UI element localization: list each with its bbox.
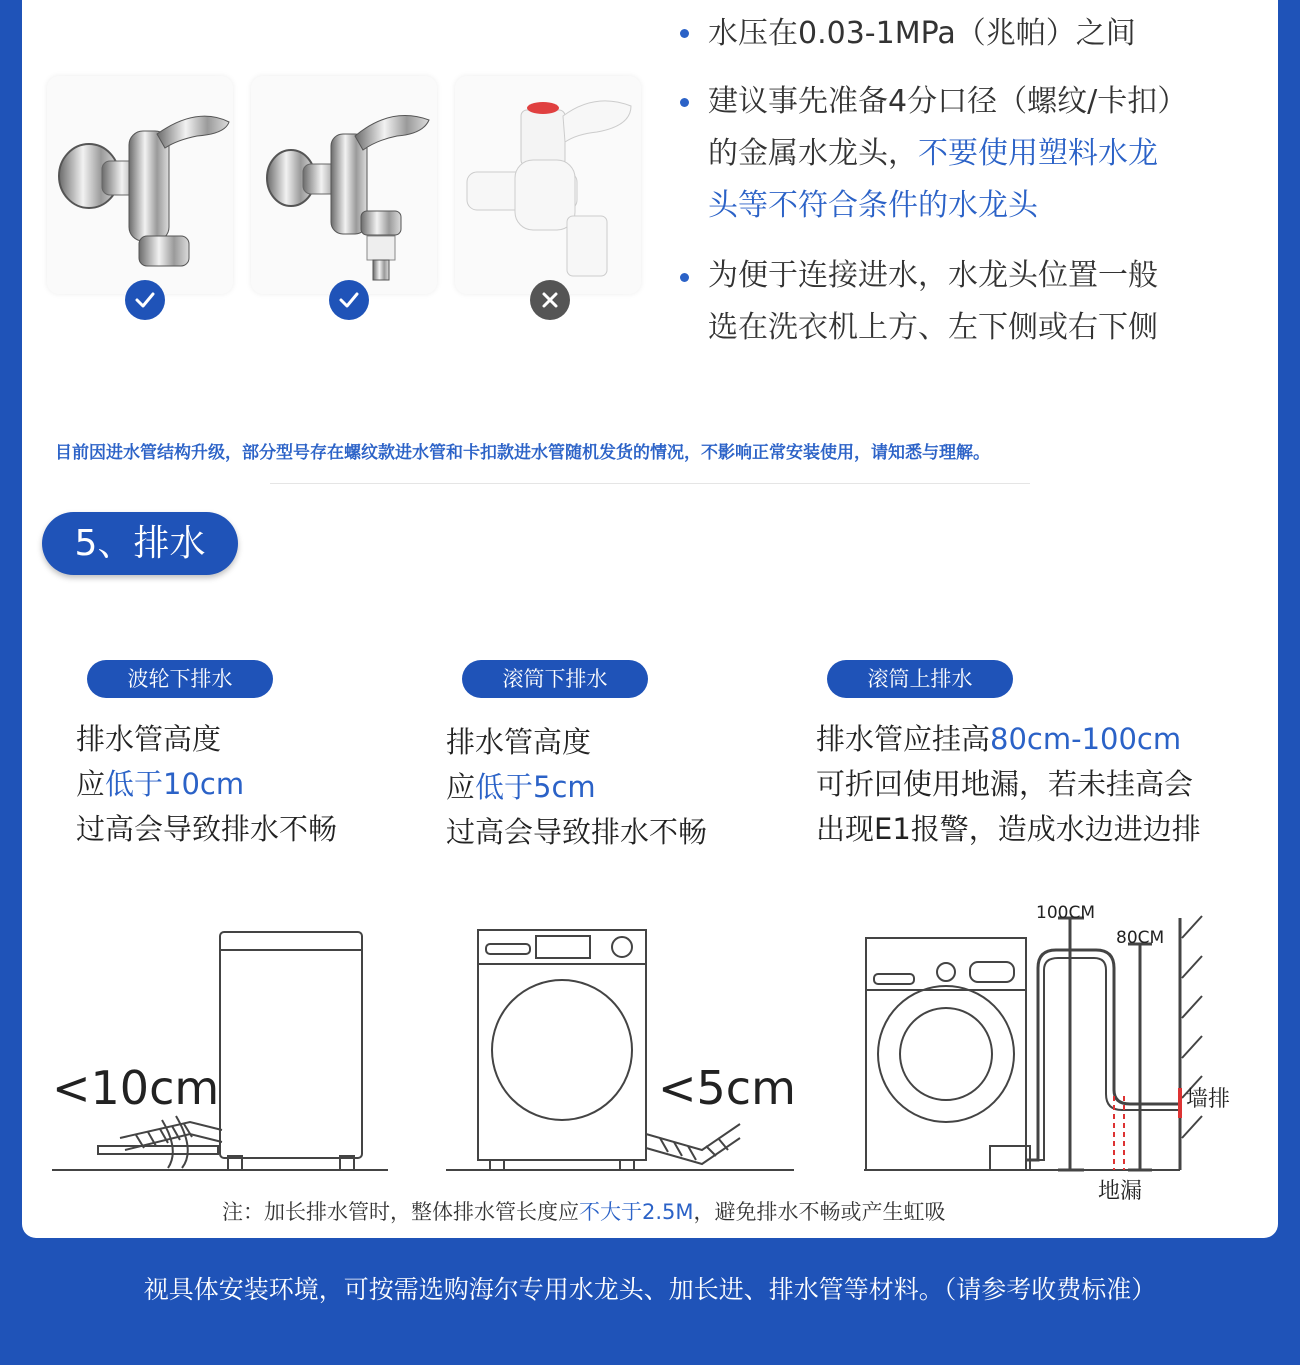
bullet-water-pressure: 水压在0.03-1MPa（兆帕）之间 <box>708 16 1136 51</box>
check-icon <box>125 280 165 320</box>
label-80cm: 80CM <box>1116 928 1165 948</box>
cross-icon <box>530 280 570 320</box>
faucet-image-plastic <box>455 76 641 294</box>
bullet-dot <box>680 273 689 282</box>
col2-line3: 过高会导致排水不畅 <box>446 815 708 849</box>
bullet-dot <box>680 98 689 107</box>
diagram-front-load-top <box>850 898 1260 1208</box>
notice-text: 目前因进水管结构升级，部分型号存在螺纹款进水管和卡扣款进水管随机发货的情况，不影响正常安装使用，请知悉与理解。 <box>55 443 990 463</box>
diagram-front-load-bottom <box>440 920 810 1180</box>
diagram-label-5cm: <5cm <box>658 1061 796 1115</box>
faucet-image-metal-1 <box>47 76 233 294</box>
faucet-image-metal-2 <box>251 76 437 294</box>
label-floor-drain: 地漏 <box>1098 1179 1143 1204</box>
col3-line3: 出现E1报警，造成水边进边排 <box>816 812 1201 846</box>
section-title: 5、排水 <box>42 512 238 575</box>
tag-top-load-drain: 波轮下排水 <box>87 660 273 698</box>
diagram-label-10cm: <10cm <box>52 1061 220 1115</box>
bullet-faucet-line1: 建议事先准备4分口径（螺纹/卡扣） <box>708 84 1188 119</box>
tag-front-load-bottom-drain: 滚筒下排水 <box>462 660 648 698</box>
bullet-faucet-line2: 的金属水龙头，不要使用塑料水龙 <box>708 136 1158 171</box>
bullet-position-line1: 为便于连接进水，水龙头位置一般 <box>708 258 1158 293</box>
col2-line2: 应低于5cm <box>446 770 596 804</box>
tag-front-load-top-drain: 滚筒上排水 <box>827 660 1013 698</box>
bullet-dot <box>680 29 689 38</box>
col1-line1: 排水管高度 <box>76 722 222 756</box>
bullet-position-line2: 选在洗衣机上方、左下侧或右下侧 <box>708 310 1158 345</box>
col1-line3: 过高会导致排水不畅 <box>76 812 338 846</box>
col3-line2: 可折回使用地漏，若未挂高会 <box>816 767 1194 801</box>
label-wall-drain: 墙排 <box>1186 1087 1231 1112</box>
footer-text: 视具体安装环境，可按需选购海尔专用水龙头、加长进、排水管等材料。（请参考收费标准） <box>143 1275 1157 1304</box>
col1-line2: 应低于10cm <box>76 767 245 801</box>
check-icon <box>329 280 369 320</box>
label-100cm: 100CM <box>1036 903 1095 923</box>
diagram-top-load <box>40 920 400 1180</box>
col3-line1: 排水管应挂高80cm-100cm <box>816 722 1182 756</box>
bullet-faucet-line3: 头等不符合条件的水龙头 <box>708 188 1038 223</box>
divider <box>270 483 1030 484</box>
col2-line1: 排水管高度 <box>446 725 592 759</box>
note-text: 注：加长排水管时，整体排水管长度应不大于2.5M，避免排水不畅或产生虹吸 <box>222 1200 946 1224</box>
